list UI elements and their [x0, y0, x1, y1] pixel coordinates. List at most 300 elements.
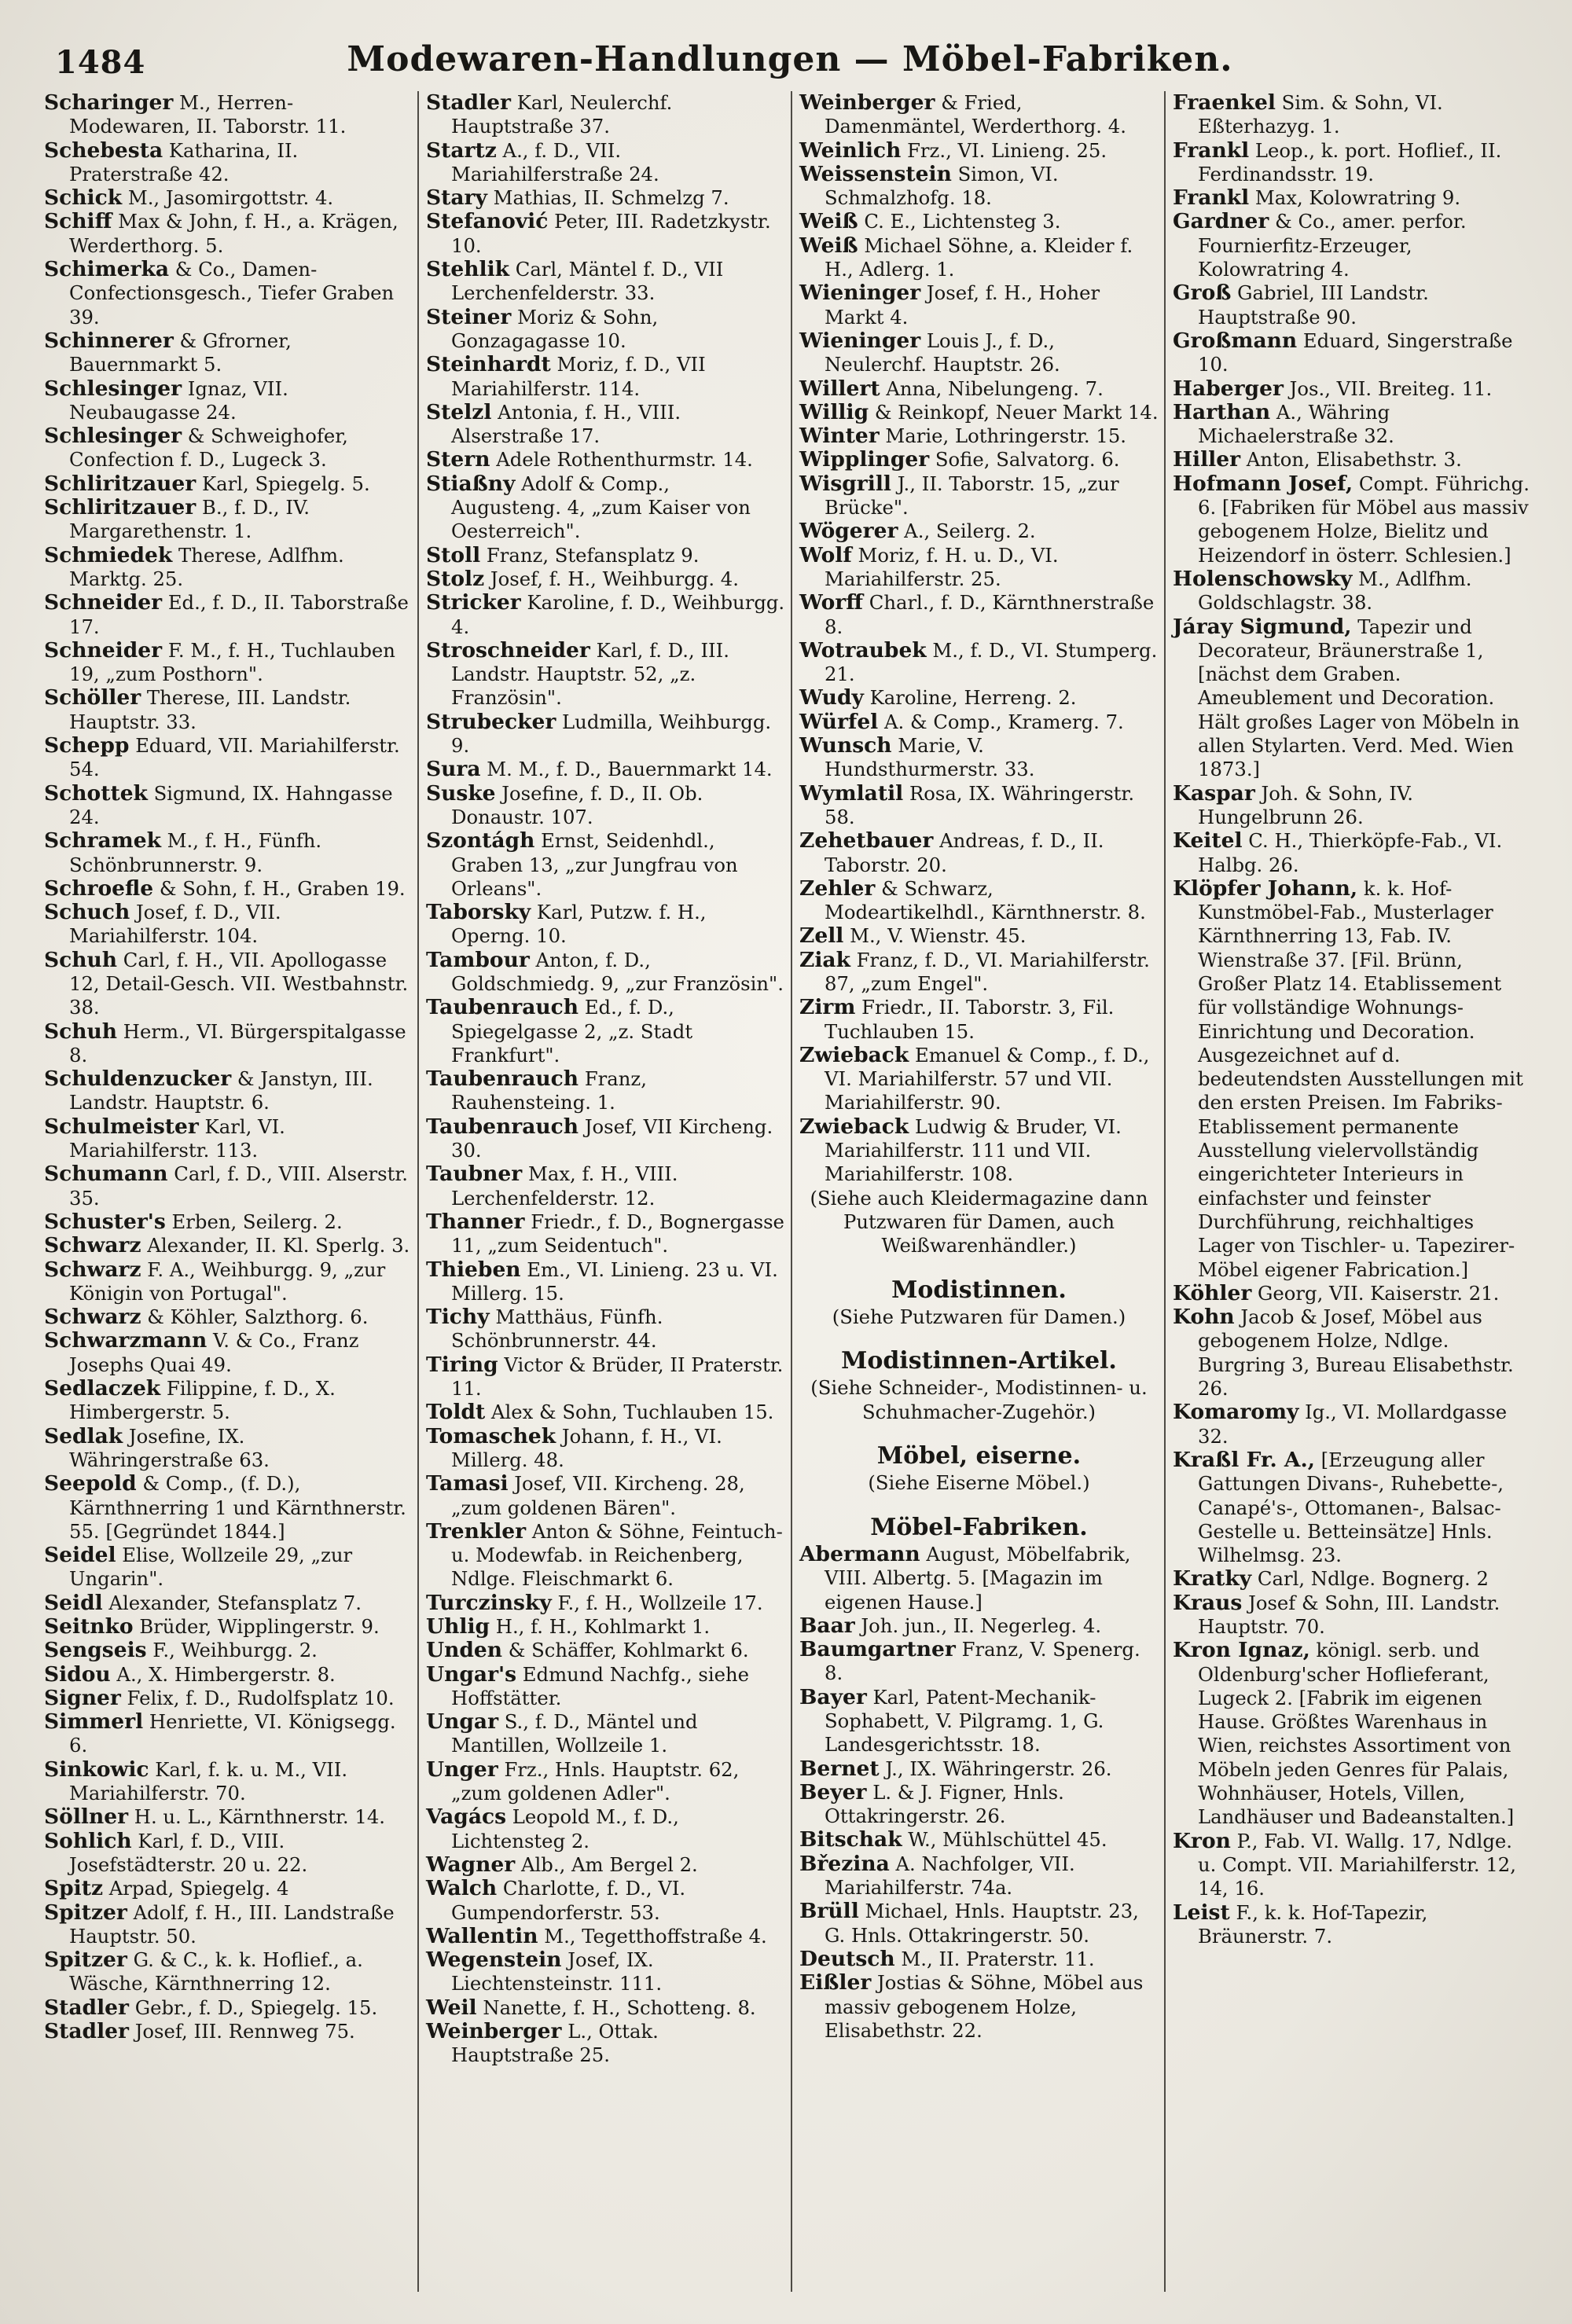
entry-details: & Schwarz, Modeartikelhdl., Kärnthnerstr. 8.: [825, 876, 1146, 924]
entry-details: Nanette, f. H., Schotteng. 8.: [476, 1995, 756, 2019]
entry-details: & Janstyn, III. Landstr. Hauptstr. 6.: [69, 1067, 373, 1114]
entry-details: [Erzeugung aller Gattungen Divans-, Ruhebette-, Canapé's-, Ottomanen-, Balsac-Gestelle u. Betteinsätze] Hnls. Wilhelmsg. 23.: [1198, 1448, 1504, 1567]
entry-details: Friedr., f. D., Bognergasse 11, „zum Seidentuch".: [451, 1210, 784, 1257]
directory-entry: [426, 1353, 785, 1401]
entry-name: Haberger: [1173, 376, 1284, 401]
entry-details: Karl, Putzw. f. H., Operng. 10.: [451, 901, 707, 948]
entry-name: Frankl: [1173, 185, 1250, 211]
entry-name: Toldt: [426, 1400, 486, 1425]
entry-name: Weiß: [799, 233, 858, 258]
entry-details: Peter, III. Radetzkystr. 10.: [451, 210, 771, 257]
entry-name: Stroschneider: [426, 637, 590, 663]
directory-entry: [426, 1996, 785, 2020]
entry-name: Beyer: [799, 1779, 867, 1804]
entry-name: Schöller: [44, 685, 141, 710]
directory-entry: [1173, 615, 1532, 782]
directory-entry: [426, 1210, 785, 1258]
entry-details: Karl, f. D., III. Landstr. Hauptstr. 52, „z. Französin".: [451, 638, 729, 710]
entry-name: Seepold: [44, 1471, 137, 1496]
entry-name: Járay Sigmund,: [1173, 614, 1352, 639]
directory-entry: [44, 1210, 412, 1234]
columns: [44, 91, 1537, 2292]
directory-entry: [1173, 1639, 1532, 1829]
column-2: [417, 91, 791, 2292]
entry-details: Adolf, f. H., III. Landstraße Hauptstr. 50.: [69, 1900, 395, 1948]
column-3-moebel-entries: [799, 1543, 1159, 2043]
entry-details: Franz, Stefansplatz 9.: [480, 543, 700, 567]
entry-details: Josef, IX. Liechtensteinstr. 111.: [451, 1948, 663, 1995]
directory-entry: [426, 591, 785, 639]
entry-name: Frankl: [1173, 138, 1250, 163]
entry-name: Sedlak: [44, 1423, 123, 1448]
directory-entry: [426, 782, 785, 830]
entry-name: Zell: [799, 923, 844, 949]
entry-name: Wipplinger: [799, 447, 930, 472]
directory-entry: [799, 139, 1159, 163]
entry-name: Holenschowsky: [1173, 566, 1353, 591]
directory-entry: [799, 734, 1159, 782]
entry-name: Stricker: [426, 590, 521, 615]
directory-entry: [44, 591, 412, 639]
entry-name: Startz: [426, 138, 497, 163]
entry-name: Weinberger: [799, 91, 935, 115]
entry-details: Max, Kolowratring 9.: [1249, 186, 1461, 210]
entry-name: Schinnerer: [44, 328, 174, 353]
entry-details: & Gfrorner, Bauernmarkt 5.: [69, 329, 292, 376]
entry-name: Wunsch: [799, 733, 892, 758]
directory-entry: [799, 1948, 1159, 1971]
section-note-moebel-eiserne: (Siehe Eiserne Möbel.): [868, 1471, 1090, 1495]
entry-details: & Comp., (f. D.), Kärnthnerring 1 und Kärnthnerstr. 55. [Gegründet 1844.]: [69, 1472, 406, 1543]
entry-name: Unden: [426, 1638, 503, 1663]
directory-entry: [44, 1472, 412, 1544]
entry-details: Erben, Seilerg. 2.: [165, 1210, 343, 1233]
entry-name: Baar: [799, 1613, 855, 1638]
directory-entry: [1173, 1830, 1532, 1901]
entry-name: Walch: [426, 1876, 498, 1901]
directory-entry: [44, 210, 412, 258]
column-1: [44, 91, 417, 2292]
entry-name: Schroefle: [44, 876, 154, 901]
entry-name: Kron Ignaz,: [1173, 1638, 1310, 1663]
entry-details: L. & J. Figner, Hnls. Ottakringerstr. 26.: [825, 1780, 1064, 1828]
entry-details: Friedr., II. Taborstr. 3, Fil. Tuchlauben 15.: [825, 996, 1115, 1043]
entry-name: Tiring: [426, 1352, 498, 1377]
directory-entry: [799, 544, 1159, 592]
directory-entry: [799, 448, 1159, 472]
entry-name: Ungar's: [426, 1661, 517, 1687]
entry-name: Wagner: [426, 1852, 516, 1877]
entry-name: Stadler: [44, 1995, 129, 2020]
directory-entry: [426, 949, 785, 997]
running-title: Modewaren-Handlungen — Möbel-Fabriken.: [347, 39, 1233, 79]
directory-entry: [426, 1805, 785, 1853]
directory-entry: [426, 1710, 785, 1758]
entry-details: Frz., VI. Linieng. 25.: [901, 138, 1107, 162]
entry-name: Taubenrauch: [426, 995, 579, 1020]
entry-details: Karl, Spiegelg. 5.: [196, 472, 370, 495]
directory-entry: [44, 1948, 412, 1996]
entry-details: Ludmilla, Weihburgg. 9.: [451, 710, 772, 758]
entry-name: Schwarz: [44, 1257, 141, 1282]
entry-details: B., f. D., IV. Margarethenstr. 1.: [69, 496, 310, 543]
entry-name: Sohlich: [44, 1828, 132, 1853]
entry-details: H., f. H., Kohlmarkt 1.: [490, 1615, 711, 1638]
entry-details: Leop., k. port. Hoflief., II. Ferdinandsstr. 19.: [1198, 138, 1502, 185]
entry-name: Gardner: [1173, 209, 1269, 234]
entry-name: Unger: [426, 1757, 498, 1782]
entry-name: Sinkowic: [44, 1757, 149, 1782]
entry-details: & Fried, Damenmäntel, Werderthorg. 4.: [825, 91, 1126, 138]
directory-entry: [799, 1900, 1159, 1948]
directory-entry: [1173, 1901, 1532, 1949]
directory-entry: [426, 1162, 785, 1210]
entry-details: Josef, VII. Kircheng. 28, „zum goldenen Bären".: [451, 1472, 745, 1519]
entry-details: Carl, f. D., VIII. Alserstr. 35.: [69, 1162, 409, 1210]
entry-details: F. M., f. H., Tuchlauben 19, „zum Posthorn".: [69, 638, 395, 686]
entry-name: Söllner: [44, 1804, 129, 1830]
entry-name: Simmerl: [44, 1709, 144, 1735]
entry-details: k. k. Hof-Kunstmöbel-Fab., Musterlager Kärnthnerring 13, Fab. IV. Wienstraße 37. [Fil. Brünn, Großer Platz 14. Etablissement für vollständige Wohnungs-Einrichtung und Decoration. Ausgezeichnet auf d. bedeutendsten Ausstellungen mit den ersten Preisen. Im Fabriks-Etablissement permanente Ausstellung vielervollständig eingerichteter Interieurs in einfachster und feinster Durchführung, reichhaltiges Lager von Tischler- u. Tapezirer-Möbel eigener Fabrication.]: [1198, 876, 1523, 1281]
entry-name: Wymlatil: [799, 780, 904, 806]
entry-details: Franz, f. D., VI. Mariahilferstr. 87, „zum Engel".: [825, 948, 1150, 995]
entry-name: Schliritzauer: [44, 495, 196, 520]
directory-entry: [799, 281, 1159, 329]
directory-entry: [799, 210, 1159, 233]
entry-name: Spitzer: [44, 1900, 127, 1925]
entry-name: Weil: [426, 1995, 477, 2020]
entry-details: Moriz, f. H. u. D., VI. Mariahilferstr. 25.: [825, 543, 1059, 590]
directory-entry: [799, 520, 1159, 543]
directory-entry: [426, 567, 785, 591]
entry-name: Würfel: [799, 709, 879, 734]
directory-entry: [799, 424, 1159, 448]
directory-entry: [799, 377, 1159, 401]
entry-name: Deutsch: [799, 1946, 895, 1971]
entry-name: Köhler: [1173, 1280, 1252, 1305]
entry-details: Johann, f. H., VI. Millerg. 48.: [451, 1424, 722, 1471]
entry-details: Ludwig & Bruder, VI. Mariahilferstr. 111 und VII. Mariahilferstr. 108.: [825, 1114, 1122, 1186]
entry-details: A., Währing Michaelerstraße 32.: [1198, 400, 1394, 448]
entry-details: Mathias, II. Schmelzg 7.: [487, 186, 729, 210]
directory-entry: [799, 1686, 1159, 1757]
directory-entry: [799, 163, 1159, 211]
directory-entry: [1173, 1592, 1532, 1639]
directory-entry: [44, 186, 412, 210]
entry-name: Schramek: [44, 828, 161, 854]
directory-entry: [426, 1877, 785, 1925]
entry-details: A., X. Himbergerstr. 8.: [110, 1662, 336, 1686]
entry-details: M., Tegetthoffstraße 4.: [538, 1924, 767, 1948]
entry-name: Schlesinger: [44, 424, 182, 449]
column-3-entries: [799, 91, 1159, 1187]
entry-name: Stehlik: [426, 257, 509, 282]
entry-details: Leopold M., f. D., Lichtensteg 2.: [451, 1805, 679, 1852]
entry-name: Stoll: [426, 542, 481, 567]
entry-name: Schepp: [44, 733, 130, 758]
entry-name: Bayer: [799, 1684, 867, 1709]
entry-name: Zwieback: [799, 1114, 909, 1139]
entry-details: H. u. L., Kärnthnerstr. 14.: [128, 1805, 386, 1829]
directory-entry: [44, 139, 412, 187]
entry-name: Wudy: [799, 685, 864, 710]
entry-name: Brüll: [799, 1899, 859, 1924]
entry-details: Moriz & Sohn, Gonzagagasse 10.: [451, 305, 659, 352]
entry-details: M., Herren-Modewaren, II. Taborstr. 11.: [69, 91, 347, 138]
entry-details: Carl, Mäntel f. D., VII Lerchenfelderstr. 33.: [451, 258, 724, 305]
directory-entry: [1173, 401, 1532, 449]
entry-name: Schumann: [44, 1162, 168, 1187]
entry-details: Ed., f. D., II. Taborstraße 17.: [69, 591, 409, 638]
entry-name: Seidl: [44, 1590, 103, 1615]
entry-details: A. Nachfolger, VII. Mariahilferstr. 74a.: [825, 1852, 1075, 1900]
directory-entry: [44, 1877, 412, 1900]
entry-name: Seitnko: [44, 1614, 134, 1639]
entry-name: Tambour: [426, 947, 530, 972]
directory-entry: [799, 1044, 1159, 1115]
directory-entry: [426, 401, 785, 449]
entry-name: Baumgartner: [799, 1637, 956, 1662]
entry-name: Abermann: [799, 1541, 920, 1566]
directory-entry: [426, 710, 785, 758]
directory-entry: [44, 1901, 412, 1949]
entry-details: Karoline, Herreng. 2.: [863, 686, 1077, 710]
entry-details: Max & John, f. H., a. Krägen, Werderthorg. 5.: [69, 210, 399, 257]
column-4: [1164, 91, 1537, 2292]
directory-entry: [799, 1971, 1159, 2043]
directory-entry: [44, 1067, 412, 1115]
entry-details: Max, f. H., VIII. Lerchenfelderstr. 12.: [451, 1162, 678, 1210]
entry-details: Karl, Patent-Mechanik-Sophabett, V. Pilgramg. 1, G. Landesgerichtsstr. 18.: [825, 1685, 1104, 1757]
directory-entry: [799, 1543, 1159, 1614]
entry-name: Scharinger: [44, 91, 174, 115]
directory-entry: [1173, 1305, 1532, 1401]
entry-details: P., Fab. VI. Wallg. 17, Ndlge. u. Compt. VII. Mariahilferstr. 12, 14, 16.: [1198, 1829, 1516, 1900]
entry-name: Schuch: [44, 900, 130, 925]
entry-details: F. A., Weihburgg. 9, „zur Königin von Portugal".: [69, 1257, 386, 1305]
entry-name: Keitel: [1173, 828, 1243, 854]
entry-name: Wieninger: [799, 328, 921, 353]
directory-entry: [44, 1615, 412, 1639]
entry-name: Wallentin: [426, 1923, 538, 1948]
directory-entry: [1173, 377, 1532, 401]
directory-entry: [44, 1425, 412, 1473]
entry-name: Szontágh: [426, 828, 535, 854]
entry-name: Schneider: [44, 637, 163, 663]
entry-name: Schebesta: [44, 138, 163, 163]
entry-details: Edmund Nachfg., siehe Hoffstätter.: [451, 1662, 750, 1709]
entry-name: Wisgrill: [799, 471, 891, 496]
directory-entry: [426, 829, 785, 901]
entry-details: M., Adlfhm. Goldschlagstr. 38.: [1198, 567, 1472, 615]
directory-entry: [44, 1544, 412, 1592]
section-note-modistinnen: (Siehe Putzwaren für Damen.): [832, 1305, 1126, 1328]
entry-details: Andreas, f. D., II. Taborstr. 20.: [825, 829, 1104, 876]
entry-details: Michael, Hnls. Hauptstr. 23, G. Hnls. Ottakringerstr. 50.: [825, 1900, 1139, 1947]
directory-entry: [426, 1472, 785, 1520]
entry-name: Wotraubek: [799, 637, 927, 663]
entry-name: Kratky: [1173, 1566, 1252, 1592]
entry-details: Em., VI. Linieng. 23 u. VI. Millerg. 15.: [451, 1257, 778, 1305]
entry-name: Willert: [799, 376, 880, 401]
entry-name: Schwarz: [44, 1305, 141, 1330]
entry-name: Strubecker: [426, 709, 556, 734]
entry-details: Filippine, f. D., X. Himbergerstr. 5.: [69, 1377, 336, 1424]
entry-details: C. H., Thierköpfe-Fab., VI. Halbg. 26.: [1198, 829, 1503, 876]
directory-entry: [1173, 186, 1532, 210]
entry-details: & Co., amer. perfor. Fournierfitz-Erzeuger, Kolowratring 4.: [1198, 210, 1467, 281]
entry-name: Ungar: [426, 1709, 499, 1735]
entry-details: Michael Söhne, a. Kleider f. H., Adlerg. 1.: [825, 233, 1133, 281]
entry-name: Stary: [426, 185, 487, 211]
entry-details: Sim. & Sohn, VI. Eßterhazyg. 1.: [1198, 91, 1443, 138]
entry-name: Willig: [799, 399, 869, 424]
cross-reference-note: (Siehe auch Kleidermagazine dann Putzwaren für Damen, auch Weißwarenhändler.): [810, 1186, 1148, 1257]
directory-entry: [799, 686, 1159, 710]
entry-name: Bitschak: [799, 1827, 902, 1852]
entry-name: Steinhardt: [426, 352, 551, 377]
entry-name: Kaspar: [1173, 780, 1255, 806]
entry-details: Anton & Söhne, Feintuch- u. Modewfab. in Reichenberg, Ndlge. Fleischmarkt 6.: [451, 1519, 783, 1591]
entry-name: Vagács: [426, 1804, 507, 1830]
directory-entry: [799, 401, 1159, 424]
entry-name: Schuldenzucker: [44, 1067, 232, 1092]
directory-entry: [799, 639, 1159, 687]
directory-entry: [799, 710, 1159, 734]
directory-entry: [44, 1663, 412, 1687]
directory-entry: [44, 686, 412, 734]
entry-details: Herm., VI. Bürgerspitalgasse 8.: [69, 1019, 406, 1067]
entry-details: Josef & Sohn, III. Landstr. Hauptstr. 70.: [1198, 1591, 1500, 1638]
entry-details: Sigmund, IX. Hahngasse 24.: [69, 781, 393, 828]
entry-name: Zehetbauer: [799, 828, 934, 854]
entry-name: Thanner: [426, 1209, 525, 1234]
entry-details: Josef, f. H., Weihburgg. 4.: [484, 567, 739, 590]
entry-details: Gabriel, III Landstr. Hauptstraße 90.: [1198, 281, 1429, 329]
entry-name: Schuh: [44, 947, 118, 972]
directory-entry: [426, 1115, 785, 1163]
entry-name: Suske: [426, 780, 496, 806]
directory-entry: [44, 2020, 412, 2043]
directory-entry: [426, 210, 785, 258]
entry-name: Schuster's: [44, 1209, 166, 1234]
entry-details: Compt. Führichg. 6. [Fabriken für Möbel aus massiv gebogenem Holze, Bielitz und Heizendorf in österr. Schlesien.]: [1198, 472, 1530, 567]
directory-entry: [426, 186, 785, 210]
entry-details: Gebr., f. D., Spiegelg. 15.: [128, 1995, 378, 2019]
entry-details: Joh. jun., II. Negerleg. 4.: [854, 1614, 1102, 1637]
directory-entry: [799, 91, 1159, 139]
entry-details: Henriette, VI. Königsegg. 6.: [69, 1710, 396, 1757]
directory-entry: [799, 1757, 1159, 1781]
entry-name: Zehler: [799, 876, 876, 901]
entry-details: M. M., f. D., Bauernmarkt 14.: [480, 758, 773, 781]
entry-name: Signer: [44, 1685, 121, 1710]
entry-details: L., Ottak. Hauptstraße 25.: [451, 2020, 659, 2067]
directory-entry: [799, 949, 1159, 997]
directory-entry: [799, 1638, 1159, 1686]
entry-name: Taubenrauch: [426, 1114, 579, 1139]
entry-details: M., Jasomirgottstr. 4.: [122, 186, 334, 210]
entry-name: Bernet: [799, 1756, 880, 1781]
directory-entry: [44, 1758, 412, 1806]
directory-entry: [1173, 472, 1532, 567]
directory-entry: [426, 448, 785, 472]
directory-entry: [426, 1520, 785, 1592]
directory-entry: [44, 1592, 412, 1615]
entry-name: Schiff: [44, 209, 112, 234]
directory-entry: [799, 829, 1159, 877]
directory-entry: [44, 1687, 412, 1710]
directory-entry: [426, 1305, 785, 1353]
entry-details: G. & C., k. k. Hoflief., a. Wäsche, Kärnthnerring 12.: [69, 1948, 363, 1995]
entry-details: A., f. D., VII. Mariahilferstraße 24.: [451, 138, 659, 185]
entry-details: königl. serb. und Oldenburg'scher Hoflieferant, Lugeck 2. [Fabrik im eigenen Hause. Größtes Warenhaus in Wien, reichstes Assortiment von Möbeln jeden Genres für Palais, Wohnhäuser, Hotels, Villen, Landhäuser und Badeanstalten.]: [1198, 1639, 1515, 1829]
entry-name: Stadler: [44, 2019, 129, 2044]
entry-details: Carl, f. H., VII. Apollogasse 12, Detail-Gesch. VII. Westbahnstr. 38.: [69, 948, 409, 1019]
entry-details: Josef, f. H., Hoher Markt 4.: [825, 281, 1100, 329]
entry-name: Harthan: [1173, 399, 1271, 424]
directory-entry: [426, 306, 785, 354]
directory-entry: [426, 1948, 785, 1996]
entry-name: Spitzer: [44, 1948, 127, 1973]
entry-details: Alexander, II. Kl. Sperlg. 3.: [141, 1234, 410, 1257]
directory-entry: [426, 639, 785, 710]
entry-name: Tomaschek: [426, 1423, 556, 1448]
directory-entry: [426, 258, 785, 306]
directory-entry: [1173, 1401, 1532, 1448]
entry-details: Carl, Ndlge. Bognerg. 2: [1251, 1567, 1489, 1591]
directory-entry: [44, 377, 412, 425]
entry-details: Alexander, Stefansplatz 7.: [102, 1591, 362, 1614]
directory-entry: [426, 1425, 785, 1473]
entry-details: M., f. H., Fünfh. Schönbrunnerstr. 9.: [69, 829, 322, 876]
directory-entry: [426, 758, 785, 781]
entry-details: F., Weihburgg. 2.: [146, 1639, 318, 1662]
entry-details: Moriz, f. D., VII Mariahilferstr. 114.: [451, 353, 706, 400]
entry-name: Tamasi: [426, 1471, 509, 1496]
directory-entry: [426, 91, 785, 139]
entry-name: Kohn: [1173, 1305, 1235, 1330]
entry-name: Schliritzauer: [44, 471, 196, 496]
directory-entry: [799, 591, 1159, 639]
entry-name: Wegenstein: [426, 1948, 562, 1973]
entry-details: Josefine, f. D., II. Ob. Donaustr. 107.: [451, 781, 703, 828]
entry-name: Zirm: [799, 995, 856, 1020]
entry-details: & Reinkopf, Neuer Markt 14.: [869, 400, 1159, 424]
entry-name: Leist: [1173, 1900, 1230, 1925]
entry-name: Schick: [44, 185, 123, 211]
entry-details: Franz, V. Spenerg. 8.: [825, 1638, 1140, 1685]
directory-entry: [44, 329, 412, 377]
entry-name: Taubner: [426, 1162, 523, 1187]
entry-details: Brüder, Wipplingerstr. 9.: [133, 1615, 380, 1638]
entry-details: W., Mühlschüttel 45.: [902, 1828, 1107, 1852]
entry-name: Schulmeister: [44, 1114, 199, 1139]
directory-entry: [1173, 829, 1532, 877]
section-heading-moebel-fabriken: Möbel-Fabriken.: [870, 1513, 1088, 1541]
entry-details: F., f. H., Wollzeile 17.: [551, 1591, 763, 1614]
directory-entry: [1173, 877, 1532, 1282]
column-3: [791, 91, 1164, 2292]
entry-details: Adele Rothenthurmstr. 14.: [490, 448, 753, 472]
entry-details: Karl, f. D., VIII. Josefstädterstr. 20 u. 22.: [69, 1829, 308, 1876]
directory-entry: [1173, 329, 1532, 377]
entry-details: Josefine, IX. Währingerstraße 63.: [69, 1424, 270, 1471]
section-heading-modistinnen-artikel: Modistinnen-Artikel.: [841, 1347, 1117, 1375]
directory-entry: [44, 258, 412, 329]
entry-name: Schneider: [44, 590, 163, 615]
entry-name: Stiaßny: [426, 471, 516, 496]
